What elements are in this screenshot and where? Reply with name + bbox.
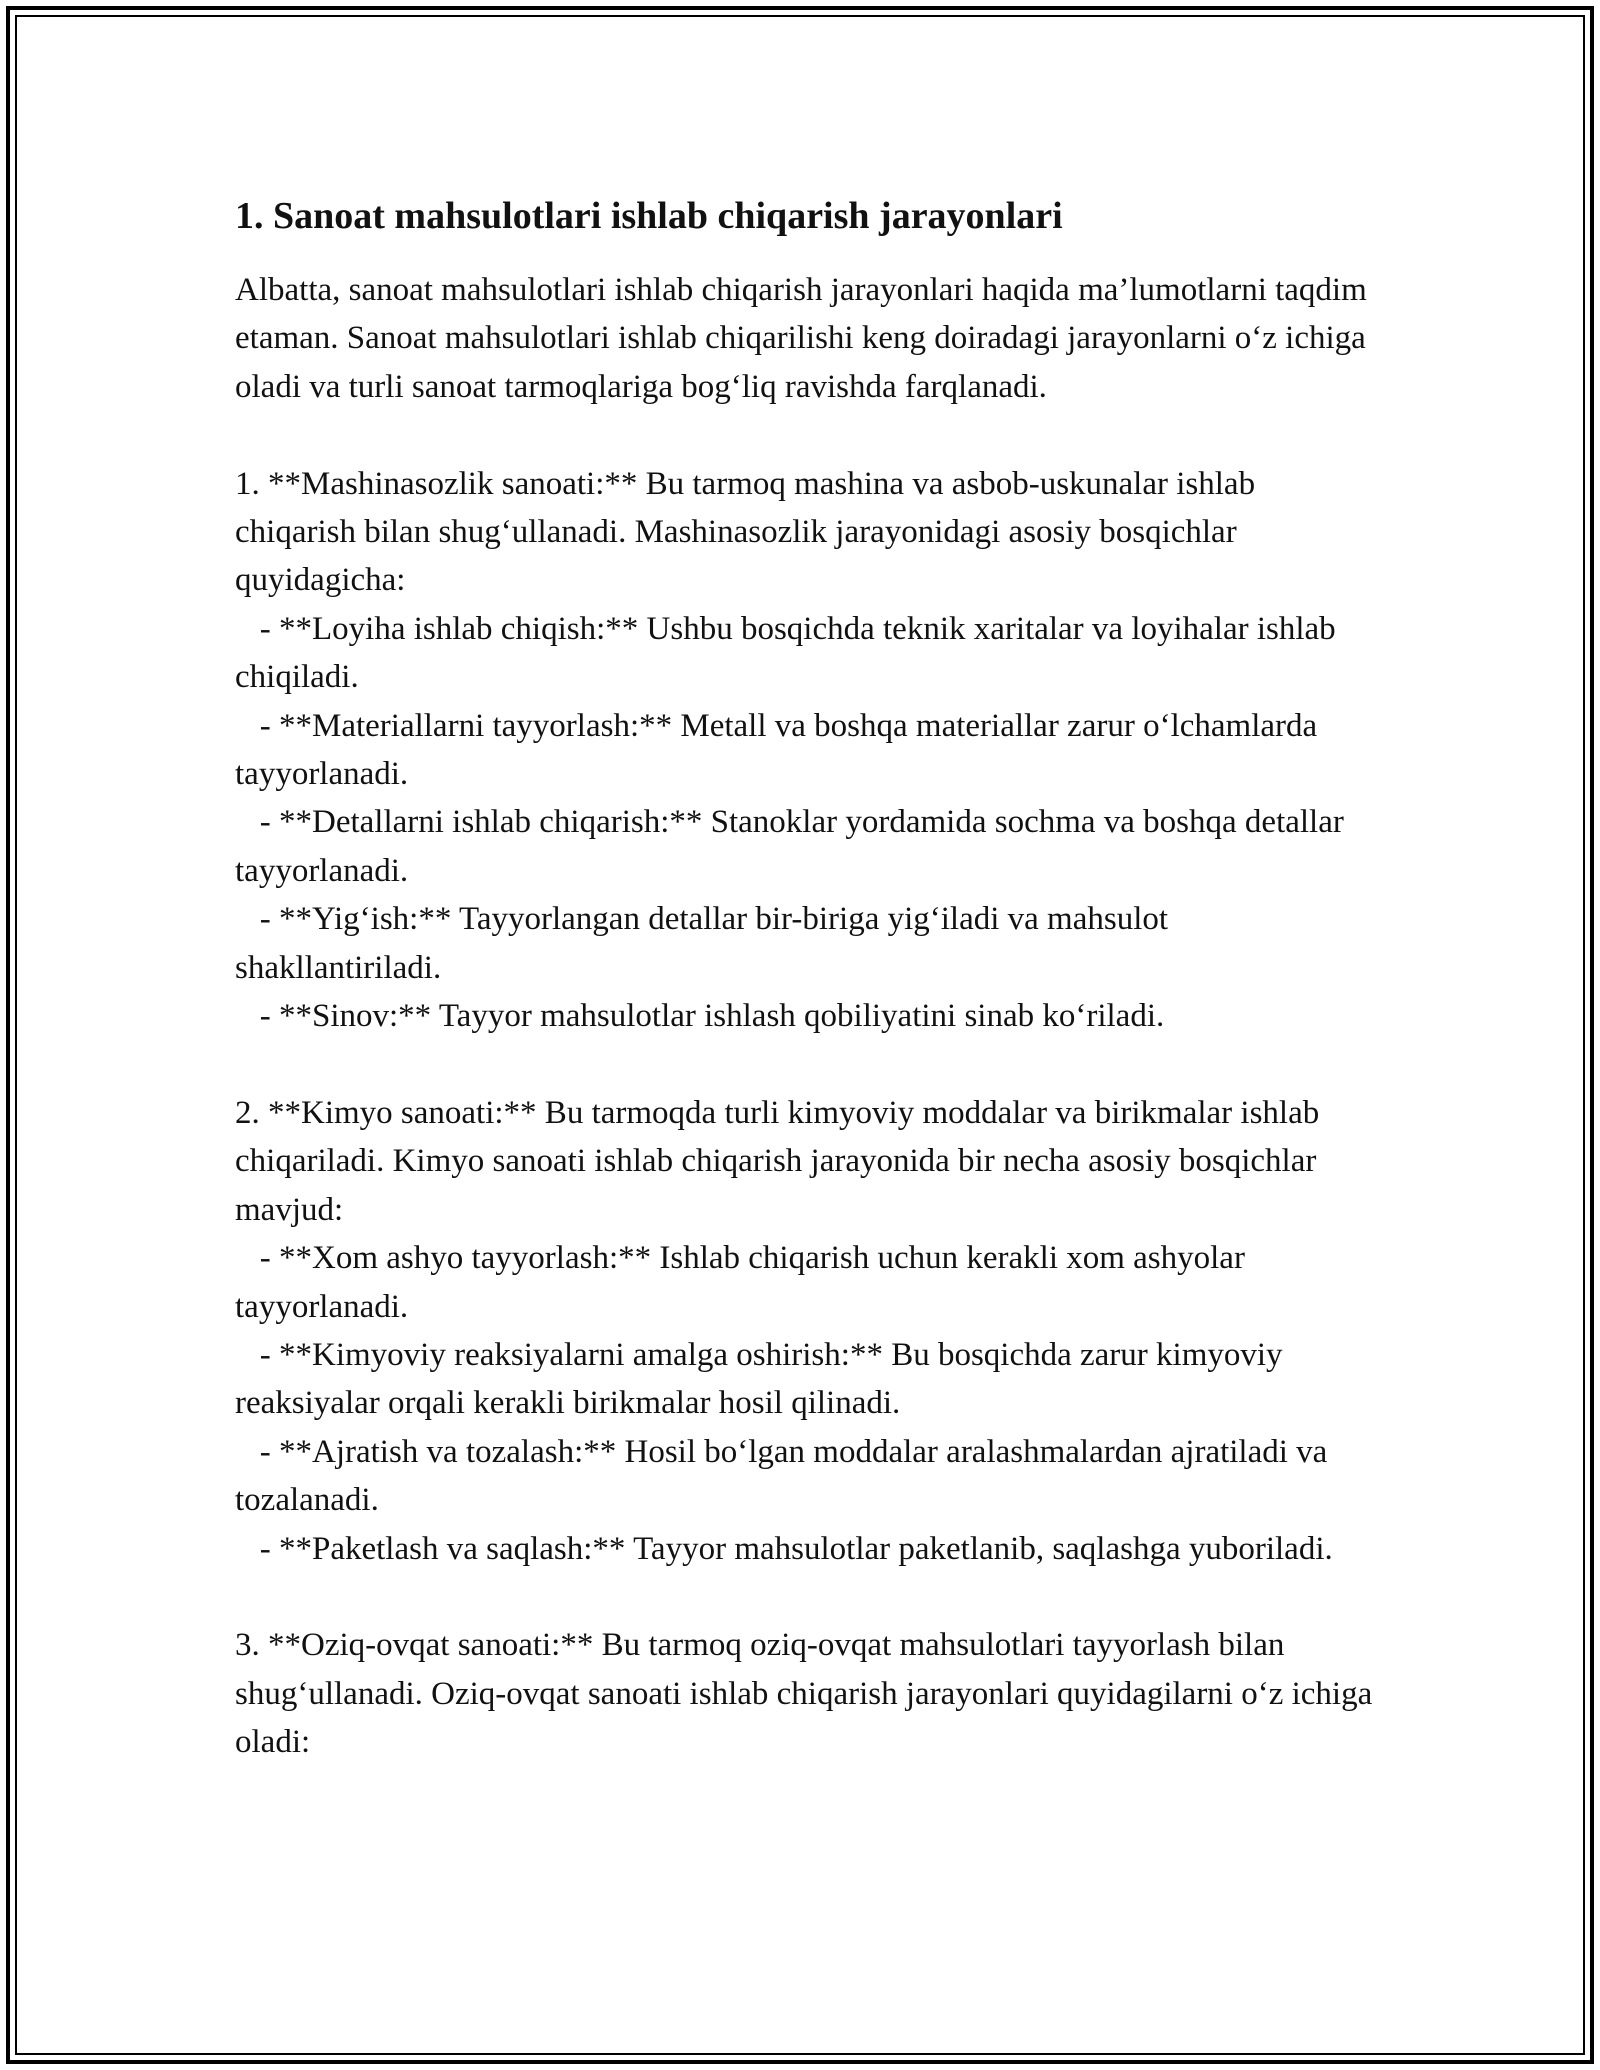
list-item: - **Materiallarni tayyorlash:** Metall va boshqa materiallar zarur o‘lchamlarda tayyorlanadi.: [235, 707, 1326, 793]
document-body: [235, 192, 1375, 1767]
list-item: - **Kimyoviy reaksiyalarni amalga oshirish:** Bu bosqichda zarur kimyoviy reaksiyalar orqali kerakli birikmalar hosil qilinadi.: [235, 1336, 1291, 1422]
list-item: - **Yig‘ish:** Tayyorlangan detallar bir-biriga yig‘iladi va mahsulot shakllantiriladi.: [235, 901, 1177, 986]
list-item: - **Paketlash va saqlash:** Tayyor mahsulotlar paketlanib, saqlashga yuboriladi.: [235, 1530, 1333, 1567]
list-item: - **Xom ashyo tayyorlash:** Ishlab chiqarish uchun kerakli xom ashyolar tayyorlanadi.: [235, 1240, 1254, 1325]
section-mashinasozlik: [235, 460, 1375, 1041]
section-oziq-ovqat: [235, 1621, 1375, 1766]
intro-paragraph: Albatta, sanoat mahsulotlari ishlab chiqarish jarayonlari haqida ma’lumotlarni taqdim etaman. Sanoat mahsulotlari ishlab chiqarilishi keng doiradagi jarayonlarni o‘z ichiga oladi va turli sanoat tarmoqlariga bog‘liq ravishda farqlanadi.: [235, 272, 1367, 405]
section-kimyo: [235, 1089, 1375, 1573]
document-heading: 1. Sanoat mahsulotlari ishlab chiqarish jarayonlari: [235, 195, 1063, 237]
list-item: - **Loyiha ishlab chiqish:** Ushbu bosqichda teknik xaritalar va loyihalar ishlab chiqiladi.: [235, 610, 1344, 696]
section-lead: 1. **Mashinasozlik sanoati:** Bu tarmoq mashina va asbob-uskunalar ishlab chiqarish bilan shug‘ullanadi. Mashinasozlik jarayonidagi asosiy bosqichlar quyidagicha:: [235, 465, 1256, 599]
section-lead: 2. **Kimyo sanoati:** Bu tarmoqda turli kimyoviy moddalar va birikmalar ishlab chiqariladi. Kimyo sanoati ishlab chiqarish jarayonida bir necha asosiy bosqichlar mavjud:: [235, 1094, 1320, 1228]
list-item: - **Sinov:** Tayyor mahsulotlar ishlash qobiliyatini sinab ko‘riladi.: [235, 998, 1165, 1035]
list-item: - **Detallarni ishlab chiqarish:** Stanoklar yordamida sochma va boshqa detallar tayyorlanadi.: [235, 804, 1353, 889]
section-lead: 3. **Oziq-ovqat sanoati:** Bu tarmoq oziq-ovqat mahsulotlari tayyorlash bilan shug‘ullanadi. Oziq-ovqat sanoati ishlab chiqarish jarayonlari quyidagilarni o‘z ichiga oladi:: [235, 1627, 1373, 1761]
list-item: - **Ajratish va tozalash:** Hosil bo‘lgan moddalar aralashmalardan ajratiladi va tozalanadi.: [235, 1433, 1336, 1519]
